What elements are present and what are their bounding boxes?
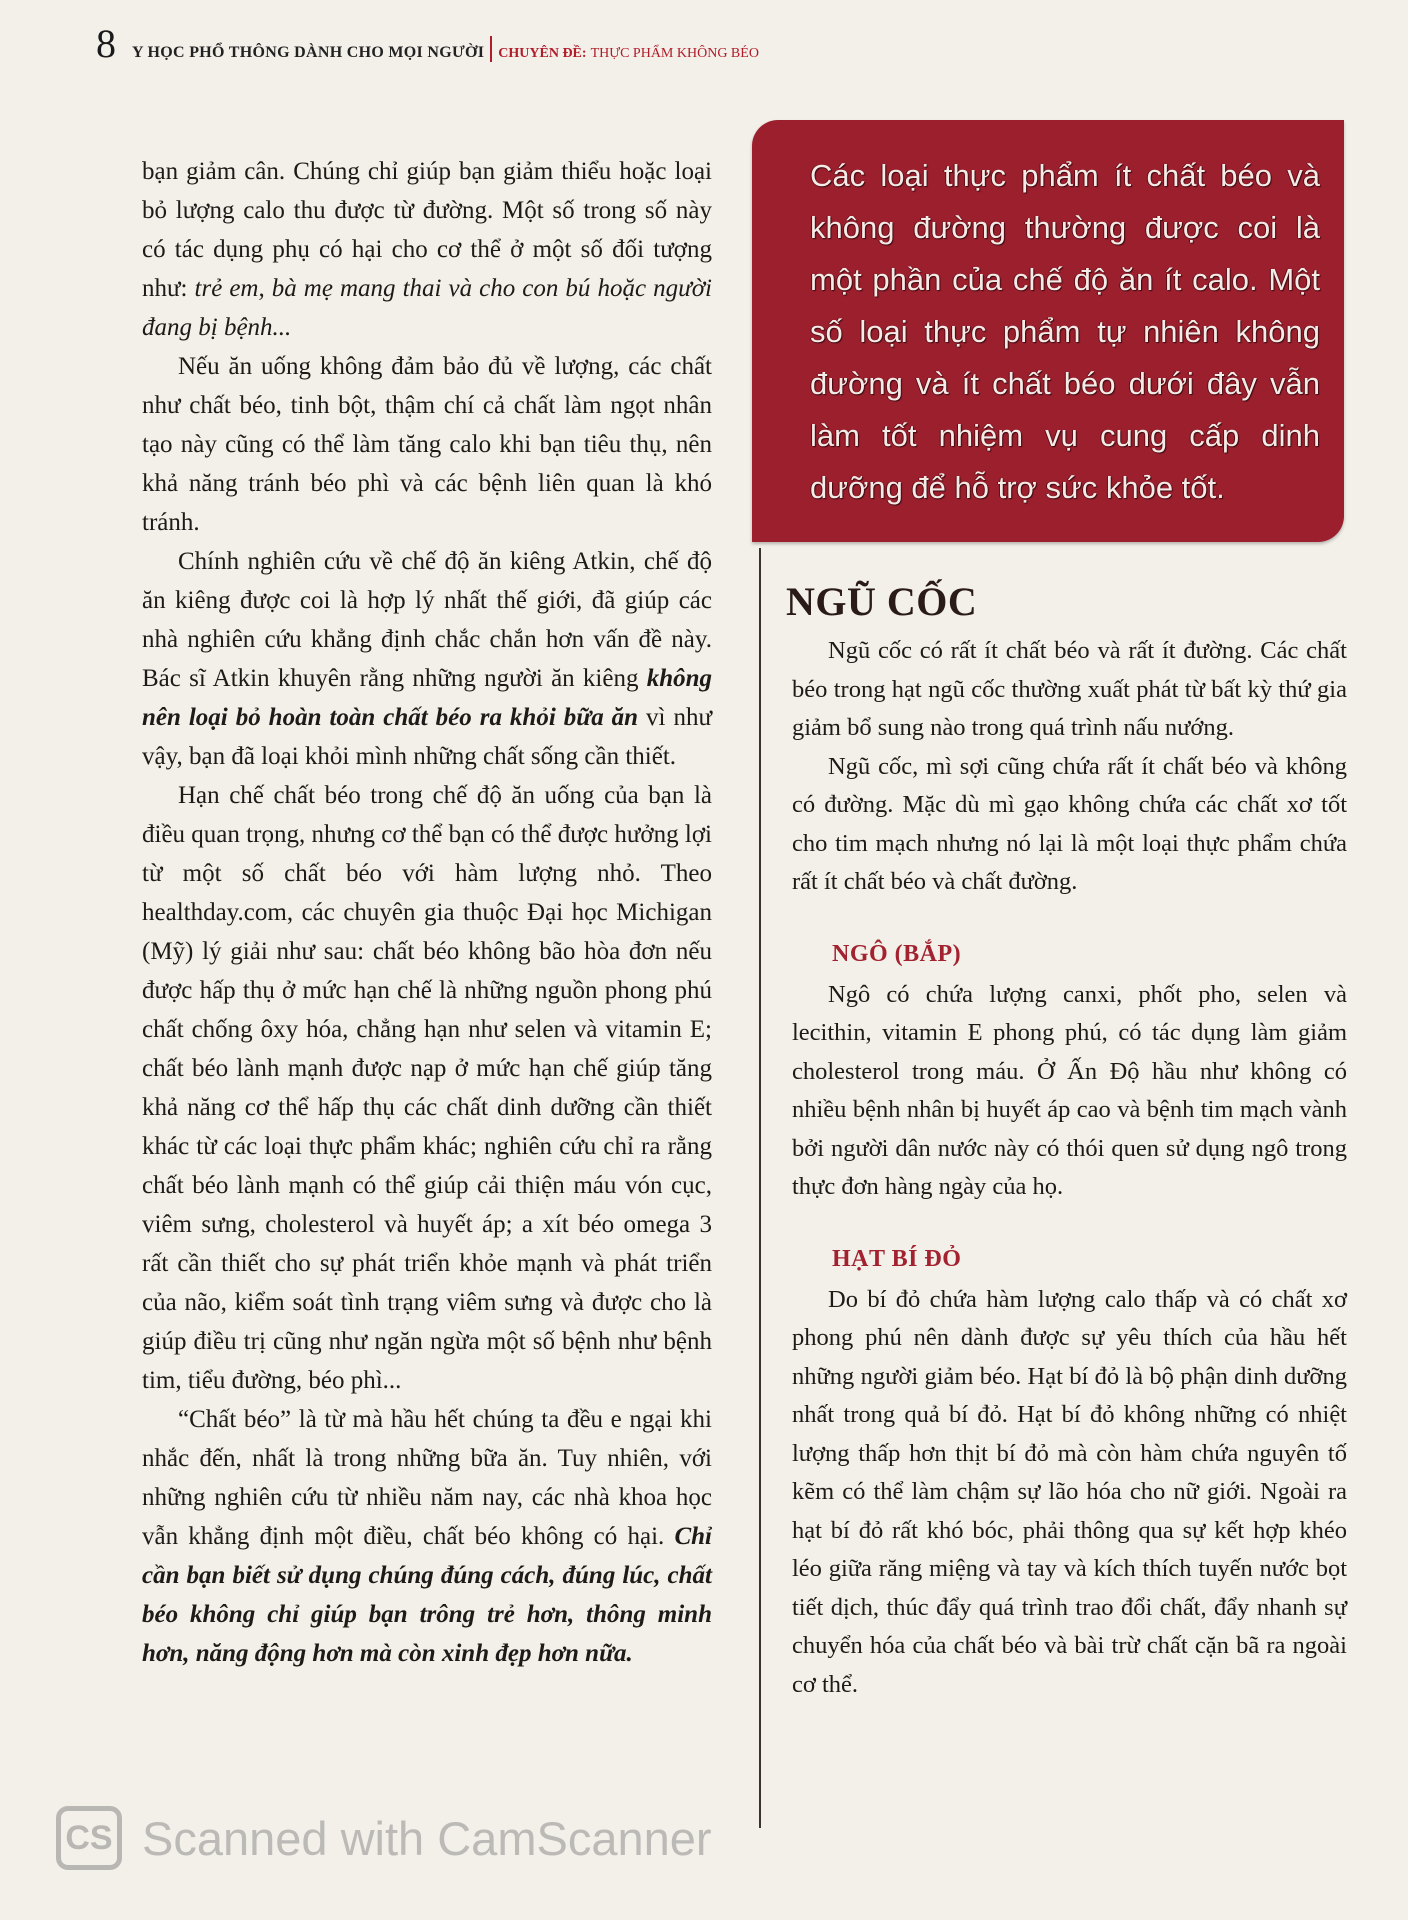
paragraph: Hạn chế chất béo trong chế độ ăn uống của bạn là điều quan trọng, nhưng cơ thể bạn có thể được hưởng lợi từ một số chất béo với hàm lượng nhỏ. Theo healthday.com, các chuyên gia thuộc Đại học Michigan (Mỹ) lý giải như sau: chất béo không bão hòa đơn nếu được hấp thụ ở mức hạn chế là những nguồn phong phú chất chống ôxy hóa, chẳng hạn như selen và vitamin E; chất béo lành mạnh được nạp ở mức hạn chế giúp tăng khả năng cơ thể hấp thụ các chất dinh dưỡng cần thiết khác từ các loại thực phẩm khác; nghiên cứu chỉ ra rằng chất béo lành mạnh có thể giúp cải thiện máu vón cục, viêm sưng, cholesterol và huyết áp; a xít béo omega 3 rất cần thiết cho sự phát triển khỏe mạnh và phát triển của não, kiểm soát tình trạng viêm sưng và được cho là giúp điều trị cũng như ngăn ngừa một số bệnh như bệnh tim, tiểu đường, béo phì... xyxy=(142,782,712,1394)
paragraph: bạn giảm cân. Chúng chỉ giúp bạn giảm thiểu hoặc loại bỏ lượng calo thu được từ đường. Một số trong số này có tác dụng phụ có hại cho cơ thể ở một số đối tượng như: trẻ em, bà mẹ mang thai và cho con bú hoặc người đang bị bệnh... xyxy=(142,158,712,341)
right-column xyxy=(786,578,1347,1704)
subsection-title-corn: NGÔ (BẮP) xyxy=(832,940,962,967)
emphasis-text: Chỉ cần bạn biết sử dụng chúng đúng cách, đúng lúc, chất béo không chỉ giúp bạn trông trẻ hơn, thông minh hơn, năng động hơn mà còn xinh đẹp hơn nữa. xyxy=(142,1523,712,1667)
camscanner-logo-icon: CS xyxy=(56,1806,122,1870)
publication-title: Y HỌC PHỔ THÔNG DÀNH CHO MỌI NGƯỜI xyxy=(132,44,485,61)
emphasis-text: không nên loại bỏ hoàn toàn chất béo ra khỏi bữa ăn xyxy=(142,665,712,731)
watermark-text: Scanned with CamScanner xyxy=(142,1811,712,1865)
paragraph: Do bí đỏ chứa hàm lượng calo thấp và có chất xơ phong phú nên dành được sự yêu thích của hầu hết những người giảm béo. Hạt bí đỏ là bộ phận dinh dưỡng nhất trong quả bí đỏ. Hạt bí đỏ không những có nhiệt lượng thấp hơn thịt bí đỏ mà còn hàm chứa nguyên tố kẽm có thể làm chậm sự lão hóa cho nữ giới. Ngoài ra hạt bí đỏ rất khó bóc, phải thông qua sự kết hợp khéo léo giữa răng miệng và tay và kích thích tuyến nước bọt tiết dịch, thúc đẩy quá trình trao đổi chất, đẩy nhanh sự chuyển hóa của chất béo và bài trừ chất cặn bã ra ngoài cơ thể. xyxy=(792,1285,1347,1698)
scanner-watermark xyxy=(56,1806,712,1870)
column-divider xyxy=(759,548,761,1828)
italic-text: trẻ em, bà mẹ mang thai và cho con bú hoặc người đang bị bệnh... xyxy=(142,275,712,341)
paragraph: Chính nghiên cứu về chế độ ăn kiêng Atkin, chế độ ăn kiêng được coi là hợp lý nhất thế giới, đã giúp các nhà nghiên cứu khẳng định chắc chắn hơn vấn đề này. Bác sĩ Atkin khuyên rằng những người ăn kiêng không nên loại bỏ hoàn toàn chất béo ra khỏi bữa ăn vì như vậy, bạn đã loại khỏi mình những chất sống cần thiết. xyxy=(142,548,712,770)
topic-label: CHUYÊN ĐỀ: xyxy=(498,46,587,61)
paragraph: “Chất béo” là từ mà hầu hết chúng ta đều e ngại khi nhắc đến, nhất là trong những bữa ăn. Tuy nhiên, với những nghiên cứu từ nhiều năm nay, các nhà khoa học vẫn khẳng định một điều, chất béo không có hại. Chỉ cần bạn biết sử dụng chúng đúng cách, đúng lúc, chất béo không chỉ giúp bạn trông trẻ hơn, thông minh hơn, năng động hơn mà còn xinh đẹp hơn nữa. xyxy=(142,1406,712,1667)
paragraph: Ngũ cốc có rất ít chất béo và rất ít đường. Các chất béo trong hạt ngũ cốc thường xuất phát từ bất kỳ thứ gia giảm bổ sung nào trong quá trình nấu nướng. xyxy=(792,637,1347,741)
paragraph: Nếu ăn uống không đảm bảo đủ về lượng, các chất như chất béo, tinh bột, thậm chí cả chất làm ngọt nhân tạo này cũng có thể làm tăng calo khi bạn tiêu thụ, nên khả năng tránh béo phì và các bệnh liên quan là khó tránh. xyxy=(142,353,712,536)
paragraph: Ngô có chứa lượng canxi, phốt pho, selen và lecithin, vitamin E phong phú, có tác dụng làm giảm cholesterol trong máu. Ở Ấn Độ hầu như không có nhiều bệnh nhân bị huyết áp cao và bệnh tim mạch vành bởi người dân nước này có thói quen sử dụng ngô trong thực đơn hàng ngày của họ. xyxy=(792,980,1347,1200)
callout-box xyxy=(752,120,1344,542)
header-divider xyxy=(490,36,492,62)
page-number: 8 xyxy=(96,21,116,66)
topic-name: THỰC PHẨM KHÔNG BÉO xyxy=(590,46,759,61)
left-column xyxy=(142,152,712,1673)
subsection-title-pumpkin-seeds: HẠT BÍ ĐỎ xyxy=(832,1245,962,1272)
section-title: NGŨ CỐC xyxy=(786,579,978,624)
paragraph: Ngũ cốc, mì sợi cũng chứa rất ít chất béo và không có đường. Mặc dù mì gạo không chứa các chất xơ tốt cho tim mạch nhưng nó lại là một loại thực phẩm chứa rất ít chất béo và chất đường. xyxy=(792,752,1347,895)
running-header xyxy=(96,20,759,67)
callout-text: Các loại thực phẩm ít chất béo và không đường thường được coi là một phần của chế độ ăn ít calo. Một số loại thực phẩm tự nhiên không đường và ít chất béo dưới đây vẫn làm tốt nhiệm vụ cung cấp dinh dưỡng để hỗ trợ sức khỏe tốt. xyxy=(810,158,1320,505)
